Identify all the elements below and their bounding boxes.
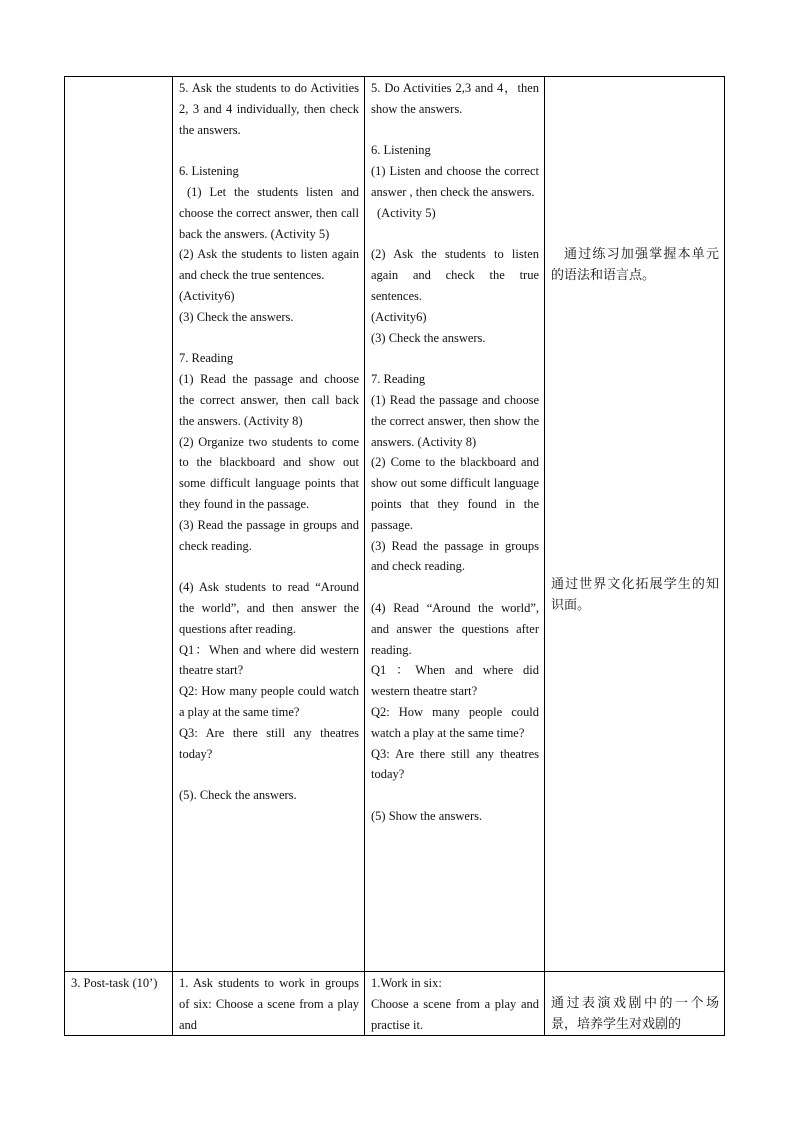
spacer — [551, 286, 719, 574]
purpose-cell — [545, 77, 725, 972]
teacher-line: Q1：When and where did western theatre start? — [179, 642, 359, 678]
teacher-activity-cell — [173, 972, 365, 1036]
blank-line — [371, 224, 539, 245]
student-line: (1) Listen and choose the correct answer , then check the answers. — [371, 164, 539, 199]
spacer — [551, 973, 719, 993]
student-activity-cell — [365, 77, 545, 972]
teacher-line: (5). Check the answers. — [179, 788, 297, 803]
spacer — [551, 78, 719, 244]
student-line: Q1 ：When and where did western theatre start? — [371, 663, 539, 699]
student-line: (5) Show the answers. — [371, 808, 483, 823]
student-line: (3) Check the answers. — [371, 330, 486, 345]
teacher-line: 6. Listening — [179, 164, 239, 179]
student-line: (Activity6) — [371, 309, 427, 324]
teacher-line: 1. Ask students to work in groups of six: Choose a scene from a play and — [179, 976, 359, 1032]
teacher-line: (2) Ask the students to listen again and check the true sentences. — [179, 247, 359, 283]
teacher-line: (1) Let the students listen and choose the correct answer, then call back the answers. (Activity 5) — [179, 184, 359, 241]
purpose-cell — [545, 972, 725, 1036]
table-row — [65, 77, 725, 972]
blank-line — [371, 577, 539, 598]
student-line: 5. Do Activities 2,3 and 4，then show the answers. — [371, 81, 539, 116]
blank-line — [371, 785, 539, 806]
student-line: Q2: How many people could watch a play at the same time? — [371, 704, 539, 740]
student-line: 1.Work in six: — [371, 976, 442, 990]
stage-cell — [65, 77, 173, 972]
student-line: 6. Listening — [371, 143, 431, 158]
teacher-line: (4) Ask students to read “Around the world”, and then answer the questions after reading. — [179, 580, 359, 636]
student-activity-cell — [365, 972, 545, 1036]
student-line: (2) Come to the blackboard and show out some difficult language points that they found in the passage. — [371, 455, 539, 532]
blank-line — [179, 556, 359, 577]
teacher-activity-cell — [173, 77, 365, 972]
stage-cell: 3. Post-task (10’) — [65, 972, 173, 1036]
teacher-line: 7. Reading — [179, 351, 234, 366]
teacher-line: 5. Ask the students to do Activities 2, 3 and 4 individually, then check the answers. — [179, 81, 359, 137]
teacher-line: Q2: How many people could watch a play at the same time? — [179, 684, 359, 719]
teacher-line: (2) Organize two students to come to the blackboard and show out some difficult language points that they found in the passage. — [179, 434, 359, 511]
purpose-text: 通过表演戏剧中的一个场景，培养学生对戏剧的 — [551, 996, 719, 1032]
teacher-line: (3) Check the answers. — [179, 309, 294, 324]
table-row — [65, 972, 725, 1036]
student-line: (2) Ask the students to listen again and check the true sentences. — [371, 247, 539, 303]
student-line: (1) Read the passage and choose the correct answer, then show the answers. (Activity 8) — [371, 392, 539, 449]
student-line: (4) Read “Around the world”, and answer the questions after reading. — [371, 600, 539, 657]
purpose-text: 通过练习加强掌握本单元的语法和语言点。 — [551, 247, 719, 283]
blank-line — [179, 764, 359, 785]
teacher-line: Q3: Are there still any theatres today? — [179, 725, 359, 761]
student-line: Choose a scene from a play and practise it. — [371, 996, 539, 1032]
teacher-line: (3) Read the passage in groups and check reading. — [179, 517, 359, 553]
purpose-text: 通过世界文化拓展学生的知识面。 — [551, 577, 719, 613]
blank-line — [371, 348, 539, 369]
student-line: 7. Reading — [371, 372, 426, 387]
teacher-line: (Activity6) — [179, 288, 235, 303]
blank-line — [371, 120, 539, 141]
lesson-plan-table — [64, 76, 725, 1036]
blank-line — [179, 140, 359, 161]
blank-line — [179, 328, 359, 349]
student-line: (3) Read the passage in groups and check reading. — [371, 538, 539, 574]
teacher-line: (1) Read the passage and choose the correct answer, then call back the answers. (Activity 8) — [179, 372, 359, 428]
student-line: (Activity 5) — [377, 205, 436, 220]
student-line: Q3: Are there still any theatres today? — [371, 746, 539, 782]
